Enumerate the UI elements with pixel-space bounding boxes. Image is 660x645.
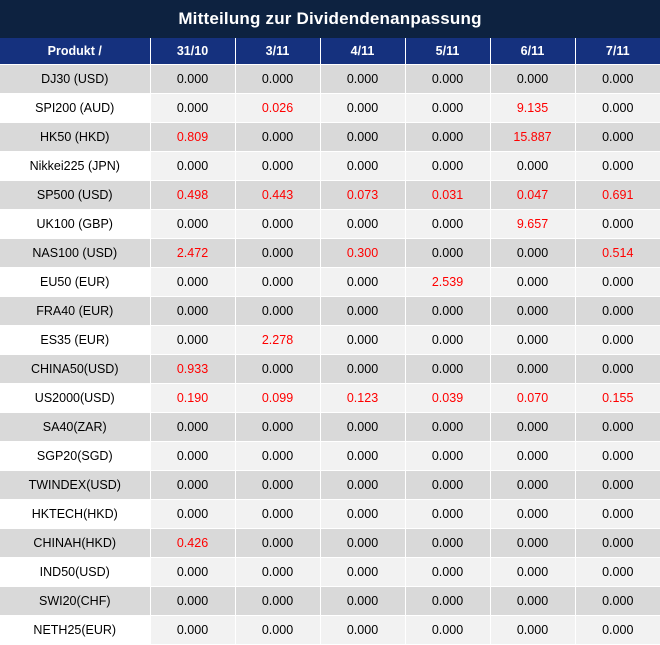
dividend-table <box>0 38 660 645</box>
cell-value: 0.000 <box>575 93 660 122</box>
cell-value: 0.000 <box>490 238 575 267</box>
cell-product: FRA40 (EUR) <box>0 296 150 325</box>
cell-value: 2.539 <box>405 267 490 296</box>
cell-value: 0.498 <box>150 180 235 209</box>
cell-value: 0.000 <box>235 151 320 180</box>
cell-value: 0.099 <box>235 383 320 412</box>
header-row <box>0 38 660 64</box>
table-header <box>0 38 660 64</box>
cell-value: 0.000 <box>235 470 320 499</box>
cell-product: NETH25(EUR) <box>0 615 150 644</box>
cell-value: 0.000 <box>575 470 660 499</box>
cell-value: 0.000 <box>575 209 660 238</box>
cell-product: US2000(USD) <box>0 383 150 412</box>
cell-value: 0.000 <box>575 354 660 383</box>
cell-value: 0.000 <box>405 557 490 586</box>
cell-product: SGP20(SGD) <box>0 441 150 470</box>
cell-value: 0.000 <box>235 209 320 238</box>
cell-value: 0.000 <box>490 499 575 528</box>
cell-value: 2.472 <box>150 238 235 267</box>
table-row <box>0 412 660 441</box>
cell-value: 0.070 <box>490 383 575 412</box>
table-row <box>0 586 660 615</box>
cell-value: 0.073 <box>320 180 405 209</box>
table-row <box>0 470 660 499</box>
table-row <box>0 383 660 412</box>
cell-value: 0.000 <box>235 122 320 151</box>
cell-product: HK50 (HKD) <box>0 122 150 151</box>
cell-product: SA40(ZAR) <box>0 412 150 441</box>
cell-value: 0.000 <box>235 267 320 296</box>
cell-value: 0.000 <box>405 586 490 615</box>
column-header-date-4: 5/11 <box>405 38 490 64</box>
cell-value: 2.278 <box>235 325 320 354</box>
cell-value: 0.000 <box>320 64 405 93</box>
cell-value: 0.000 <box>575 586 660 615</box>
table-row <box>0 528 660 557</box>
cell-value: 0.000 <box>320 615 405 644</box>
cell-value: 0.000 <box>320 528 405 557</box>
table-row <box>0 64 660 93</box>
cell-value: 0.000 <box>575 325 660 354</box>
cell-value: 0.443 <box>235 180 320 209</box>
cell-value: 0.000 <box>320 354 405 383</box>
cell-value: 0.000 <box>235 499 320 528</box>
cell-product: CHINA50(USD) <box>0 354 150 383</box>
table-row <box>0 499 660 528</box>
cell-value: 0.809 <box>150 122 235 151</box>
cell-value: 0.000 <box>490 412 575 441</box>
cell-value: 9.135 <box>490 93 575 122</box>
cell-product: HKTECH(HKD) <box>0 499 150 528</box>
cell-value: 0.155 <box>575 383 660 412</box>
cell-value: 0.000 <box>405 354 490 383</box>
cell-product: UK100 (GBP) <box>0 209 150 238</box>
cell-value: 0.039 <box>405 383 490 412</box>
table-row <box>0 441 660 470</box>
column-header-date-2: 3/11 <box>235 38 320 64</box>
cell-value: 0.933 <box>150 354 235 383</box>
cell-value: 0.000 <box>405 296 490 325</box>
cell-value: 0.000 <box>235 64 320 93</box>
table-row <box>0 180 660 209</box>
cell-value: 0.000 <box>405 412 490 441</box>
cell-value: 0.000 <box>320 325 405 354</box>
cell-value: 0.300 <box>320 238 405 267</box>
cell-value: 0.000 <box>490 586 575 615</box>
table-row <box>0 615 660 644</box>
cell-value: 0.000 <box>575 151 660 180</box>
cell-value: 0.000 <box>320 412 405 441</box>
column-header-date-3: 4/11 <box>320 38 405 64</box>
cell-product: ES35 (EUR) <box>0 325 150 354</box>
cell-value: 0.000 <box>320 470 405 499</box>
cell-value: 0.000 <box>490 615 575 644</box>
cell-value: 0.000 <box>405 238 490 267</box>
cell-value: 0.000 <box>235 615 320 644</box>
cell-value: 0.000 <box>235 586 320 615</box>
cell-value: 0.000 <box>575 296 660 325</box>
table-row <box>0 267 660 296</box>
cell-value: 15.887 <box>490 122 575 151</box>
cell-value: 0.047 <box>490 180 575 209</box>
cell-product: EU50 (EUR) <box>0 267 150 296</box>
cell-value: 0.000 <box>405 441 490 470</box>
cell-value: 0.000 <box>405 470 490 499</box>
cell-value: 0.000 <box>575 557 660 586</box>
cell-value: 0.000 <box>575 267 660 296</box>
cell-value: 0.000 <box>405 93 490 122</box>
cell-value: 0.031 <box>405 180 490 209</box>
cell-value: 0.000 <box>150 296 235 325</box>
cell-value: 0.000 <box>150 615 235 644</box>
cell-value: 0.000 <box>150 586 235 615</box>
cell-value: 0.123 <box>320 383 405 412</box>
cell-value: 0.000 <box>150 499 235 528</box>
table-row <box>0 151 660 180</box>
cell-product: Nikkei225 (JPN) <box>0 151 150 180</box>
cell-value: 0.000 <box>150 470 235 499</box>
cell-value: 0.000 <box>320 122 405 151</box>
cell-value: 0.000 <box>490 470 575 499</box>
cell-value: 0.000 <box>235 238 320 267</box>
cell-value: 0.000 <box>150 412 235 441</box>
cell-value: 0.000 <box>320 499 405 528</box>
cell-value: 0.000 <box>405 499 490 528</box>
column-header-date-6: 7/11 <box>575 38 660 64</box>
cell-value: 0.000 <box>490 354 575 383</box>
cell-value: 0.000 <box>405 209 490 238</box>
cell-value: 0.000 <box>490 557 575 586</box>
cell-value: 0.000 <box>150 557 235 586</box>
cell-value: 0.000 <box>320 93 405 122</box>
cell-value: 0.000 <box>405 64 490 93</box>
cell-value: 0.000 <box>150 441 235 470</box>
cell-value: 0.000 <box>405 528 490 557</box>
cell-value: 0.514 <box>575 238 660 267</box>
cell-value: 0.000 <box>150 209 235 238</box>
cell-value: 0.000 <box>575 615 660 644</box>
cell-value: 0.000 <box>235 296 320 325</box>
cell-value: 0.000 <box>490 441 575 470</box>
cell-value: 0.000 <box>490 296 575 325</box>
table-row <box>0 238 660 267</box>
cell-product: NAS100 (USD) <box>0 238 150 267</box>
cell-value: 0.000 <box>235 557 320 586</box>
cell-value: 0.000 <box>320 151 405 180</box>
table-row <box>0 557 660 586</box>
table-row <box>0 209 660 238</box>
cell-value: 0.000 <box>490 64 575 93</box>
table-row <box>0 122 660 151</box>
cell-product: DJ30 (USD) <box>0 64 150 93</box>
cell-product: SP500 (USD) <box>0 180 150 209</box>
cell-value: 0.000 <box>320 557 405 586</box>
cell-value: 0.000 <box>150 267 235 296</box>
cell-product: SPI200 (AUD) <box>0 93 150 122</box>
cell-value: 0.000 <box>405 325 490 354</box>
cell-value: 0.000 <box>235 354 320 383</box>
cell-value: 0.000 <box>405 151 490 180</box>
cell-value: 0.000 <box>150 325 235 354</box>
cell-value: 0.000 <box>235 528 320 557</box>
table-row <box>0 325 660 354</box>
cell-value: 0.000 <box>320 296 405 325</box>
table-row <box>0 354 660 383</box>
cell-value: 0.000 <box>150 151 235 180</box>
cell-value: 0.000 <box>575 528 660 557</box>
cell-value: 0.000 <box>405 615 490 644</box>
cell-product: TWINDEX(USD) <box>0 470 150 499</box>
column-header-product: Produkt / <box>0 38 150 64</box>
cell-value: 0.026 <box>235 93 320 122</box>
cell-value: 0.000 <box>490 151 575 180</box>
cell-value: 0.000 <box>405 122 490 151</box>
cell-value: 0.000 <box>320 586 405 615</box>
cell-value: 0.691 <box>575 180 660 209</box>
page-title: Mitteilung zur Dividendenanpassung <box>0 0 660 38</box>
cell-value: 0.000 <box>235 412 320 441</box>
cell-value: 0.426 <box>150 528 235 557</box>
cell-value: 0.000 <box>150 93 235 122</box>
cell-value: 0.000 <box>320 267 405 296</box>
cell-value: 0.000 <box>150 64 235 93</box>
cell-product: IND50(USD) <box>0 557 150 586</box>
cell-value: 0.000 <box>575 441 660 470</box>
cell-value: 0.000 <box>575 412 660 441</box>
cell-value: 9.657 <box>490 209 575 238</box>
cell-value: 0.000 <box>320 209 405 238</box>
cell-value: 0.000 <box>575 499 660 528</box>
column-header-date-1: 31/10 <box>150 38 235 64</box>
cell-product: SWI20(CHF) <box>0 586 150 615</box>
table-row <box>0 93 660 122</box>
cell-value: 0.190 <box>150 383 235 412</box>
cell-value: 0.000 <box>575 64 660 93</box>
table-body <box>0 64 660 644</box>
cell-value: 0.000 <box>575 122 660 151</box>
cell-value: 0.000 <box>490 528 575 557</box>
cell-value: 0.000 <box>490 267 575 296</box>
cell-product: CHINAH(HKD) <box>0 528 150 557</box>
column-header-date-5: 6/11 <box>490 38 575 64</box>
cell-value: 0.000 <box>320 441 405 470</box>
table-row <box>0 296 660 325</box>
cell-value: 0.000 <box>490 325 575 354</box>
cell-value: 0.000 <box>235 441 320 470</box>
